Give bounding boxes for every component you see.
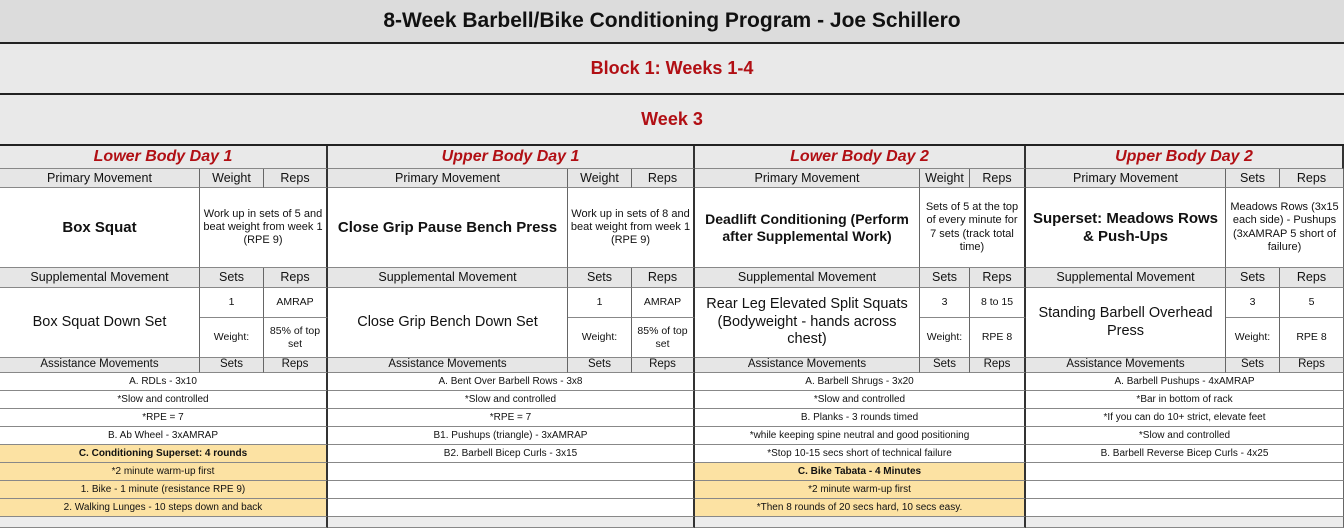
program-title: 8-Week Barbell/Bike Conditioning Program - Joe Schillero — [0, 0, 1344, 44]
supplemental-sets: 1 — [568, 288, 632, 318]
assistance-reps-header: Reps — [264, 358, 328, 373]
supplemental-reps-header: Reps — [264, 268, 328, 288]
assistance-reps-header: Reps — [970, 358, 1026, 373]
primary-movement: Box Squat — [0, 188, 200, 268]
assistance-header: Assistance Movements — [0, 358, 200, 373]
primary-col3-header: Reps — [632, 169, 695, 188]
assistance-row: *If you can do 10+ strict, elevate feet — [1026, 409, 1344, 427]
primary-col2-header: Weight — [920, 169, 970, 188]
assistance-row: A. Bent Over Barbell Rows - 3x8 — [328, 373, 695, 391]
trailing-row — [1026, 517, 1344, 528]
primary-header: Primary Movement — [1026, 169, 1226, 188]
supplemental-sets-header: Sets — [1226, 268, 1280, 288]
primary-col3-header: Reps — [1280, 169, 1344, 188]
trailing-row — [695, 517, 1026, 528]
supplemental-sets: 3 — [920, 288, 970, 318]
assistance-row: 1. Bike - 1 minute (resistance RPE 9) — [0, 481, 328, 499]
supplemental-movement: Box Squat Down Set — [0, 288, 200, 358]
supplemental-weight-label: Weight: — [920, 318, 970, 358]
assistance-row — [328, 481, 695, 499]
supplemental-sets-header: Sets — [568, 268, 632, 288]
assistance-row: A. Barbell Shrugs - 3x20 — [695, 373, 1026, 391]
supplemental-weight-value: 85% of top set — [632, 318, 695, 358]
supplemental-sets-header: Sets — [920, 268, 970, 288]
supplemental-header: Supplemental Movement — [328, 268, 568, 288]
assistance-header: Assistance Movements — [328, 358, 568, 373]
assistance-row: 2. Walking Lunges - 10 steps down and back — [0, 499, 328, 517]
assistance-row — [1026, 499, 1344, 517]
assistance-row: *2 minute warm-up first — [695, 481, 1026, 499]
assistance-row: B1. Pushups (triangle) - 3xAMRAP — [328, 427, 695, 445]
primary-movement: Deadlift Conditioning (Perform after Supplemental Work) — [695, 188, 920, 268]
primary-description: Work up in sets of 8 and beat weight from week 1 (RPE 9) — [568, 188, 695, 268]
assistance-row — [328, 499, 695, 517]
assistance-row: C. Bike Tabata - 4 Minutes — [695, 463, 1026, 481]
day-title: Lower Body Day 2 — [695, 146, 1026, 169]
assistance-row: B. Barbell Reverse Bicep Curls - 4x25 — [1026, 445, 1344, 463]
assistance-row: *Bar in bottom of rack — [1026, 391, 1344, 409]
supplemental-header: Supplemental Movement — [0, 268, 200, 288]
primary-description: Sets of 5 at the top of every minute for 7 sets (track total time) — [920, 188, 1026, 268]
day-title: Lower Body Day 1 — [0, 146, 328, 169]
assistance-sets-header: Sets — [568, 358, 632, 373]
assistance-row: A. Barbell Pushups - 4xAMRAP — [1026, 373, 1344, 391]
day-title: Upper Body Day 2 — [1026, 146, 1344, 169]
primary-movement: Superset: Meadows Rows & Push-Ups — [1026, 188, 1226, 268]
primary-col2-header: Weight — [200, 169, 264, 188]
day-title: Upper Body Day 1 — [328, 146, 695, 169]
supplemental-sets-header: Sets — [200, 268, 264, 288]
assistance-row: *RPE = 7 — [328, 409, 695, 427]
assistance-header: Assistance Movements — [695, 358, 920, 373]
assistance-row — [328, 463, 695, 481]
supplemental-movement: Close Grip Bench Down Set — [328, 288, 568, 358]
assistance-row: *RPE = 7 — [0, 409, 328, 427]
supplemental-weight-label: Weight: — [200, 318, 264, 358]
supplemental-weight-label: Weight: — [1226, 318, 1280, 358]
assistance-reps-header: Reps — [1280, 358, 1344, 373]
assistance-row: A. RDLs - 3x10 — [0, 373, 328, 391]
supplemental-weight-value: 85% of top set — [264, 318, 328, 358]
supplemental-movement: Standing Barbell Overhead Press — [1026, 288, 1226, 358]
assistance-row: *Slow and controlled — [1026, 427, 1344, 445]
assistance-row: B2. Barbell Bicep Curls - 3x15 — [328, 445, 695, 463]
trailing-row — [328, 517, 695, 528]
supplemental-header: Supplemental Movement — [1026, 268, 1226, 288]
primary-col3-header: Reps — [264, 169, 328, 188]
supplemental-reps: AMRAP — [264, 288, 328, 318]
primary-description: Work up in sets of 5 and beat weight from week 1 (RPE 9) — [200, 188, 328, 268]
primary-header: Primary Movement — [328, 169, 568, 188]
assistance-header: Assistance Movements — [1026, 358, 1226, 373]
block-heading: Block 1: Weeks 1-4 — [0, 44, 1344, 95]
supplemental-weight-value: RPE 8 — [970, 318, 1026, 358]
assistance-row — [1026, 481, 1344, 499]
primary-header: Primary Movement — [695, 169, 920, 188]
supplemental-weight-value: RPE 8 — [1280, 318, 1344, 358]
assistance-row: C. Conditioning Superset: 4 rounds — [0, 445, 328, 463]
assistance-row — [1026, 463, 1344, 481]
assistance-sets-header: Sets — [920, 358, 970, 373]
supplemental-reps-header: Reps — [1280, 268, 1344, 288]
supplemental-reps: 8 to 15 — [970, 288, 1026, 318]
primary-col2-header: Weight — [568, 169, 632, 188]
supplemental-header: Supplemental Movement — [695, 268, 920, 288]
primary-header: Primary Movement — [0, 169, 200, 188]
supplemental-reps: AMRAP — [632, 288, 695, 318]
supplemental-weight-label: Weight: — [568, 318, 632, 358]
week-heading: Week 3 — [0, 95, 1344, 146]
assistance-sets-header: Sets — [200, 358, 264, 373]
assistance-row: B. Planks - 3 rounds timed — [695, 409, 1026, 427]
supplemental-reps-header: Reps — [970, 268, 1026, 288]
trailing-row — [0, 517, 328, 528]
supplemental-sets: 1 — [200, 288, 264, 318]
assistance-sets-header: Sets — [1226, 358, 1280, 373]
assistance-row: *Slow and controlled — [695, 391, 1026, 409]
assistance-reps-header: Reps — [632, 358, 695, 373]
assistance-row: B. Ab Wheel - 3xAMRAP — [0, 427, 328, 445]
supplemental-reps-header: Reps — [632, 268, 695, 288]
primary-col2-header: Sets — [1226, 169, 1280, 188]
assistance-row: *Stop 10-15 secs short of technical failure — [695, 445, 1026, 463]
assistance-row: *2 minute warm-up first — [0, 463, 328, 481]
supplemental-movement: Rear Leg Elevated Split Squats (Bodyweight - hands across chest) — [695, 288, 920, 358]
supplemental-sets: 3 — [1226, 288, 1280, 318]
primary-col3-header: Reps — [970, 169, 1026, 188]
primary-movement: Close Grip Pause Bench Press — [328, 188, 568, 268]
assistance-row: *Slow and controlled — [0, 391, 328, 409]
supplemental-reps: 5 — [1280, 288, 1344, 318]
primary-description: Meadows Rows (3x15 each side) - Pushups (3xAMRAP 5 short of failure) — [1226, 188, 1344, 268]
assistance-row: *while keeping spine neutral and good positioning — [695, 427, 1026, 445]
assistance-row: *Slow and controlled — [328, 391, 695, 409]
assistance-row: *Then 8 rounds of 20 secs hard, 10 secs easy. — [695, 499, 1026, 517]
